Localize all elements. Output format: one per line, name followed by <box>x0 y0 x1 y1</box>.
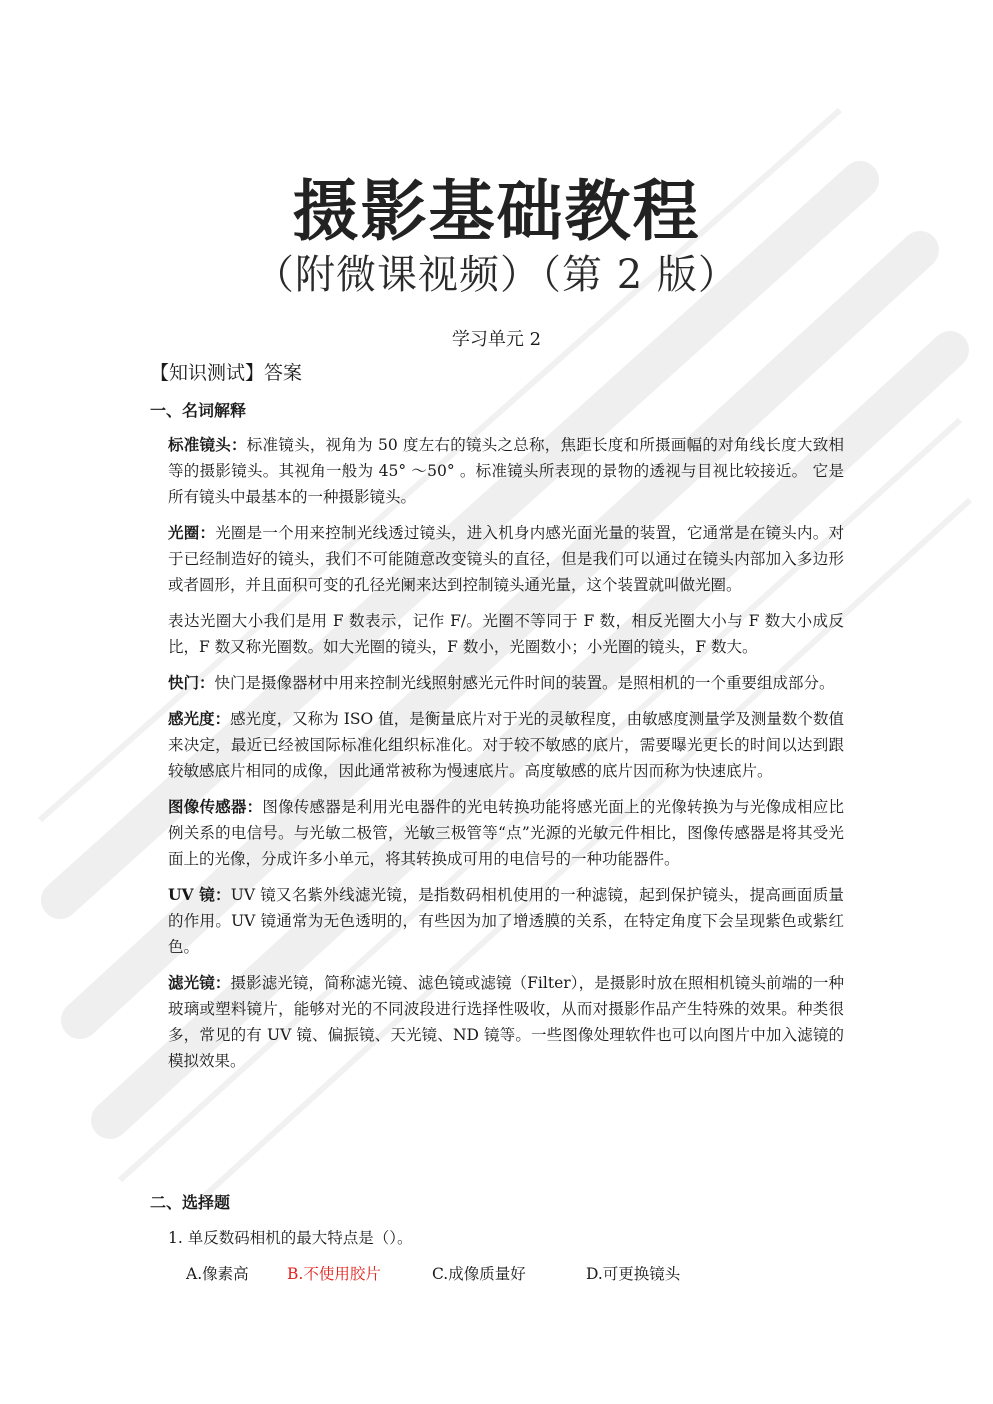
term-text: 感光度，又称为 ISO 值，是衡量底片对于光的灵敏程度，由敏感度测量学及测量数个数值来决定，最近已经被国际标准化组织标准化。对于较不敏感的底片，需要曝光更长的时间以达到跟较敏感底片相同的成像，因此通常被称为慢速底片。高度敏感的底片因而称为快速底片。 <box>168 710 844 780</box>
term-text: 光圈是一个用来控制光线透过镜头，进入机身内感光面光量的装置，它通常是在镜头内。对于已经制造好的镜头，我们不可能随意改变镜头的直径，但是我们可以通过在镜头内部加入多边形或者圆形，并且面积可变的孔径光阑来达到控制镜头通光量，这个装置就叫做光圈。 <box>168 524 844 594</box>
term-label: UV 镜： <box>168 885 231 904</box>
term-label: 光圈： <box>168 523 216 542</box>
book-title: 摄影基础教程 <box>292 172 701 250</box>
definition-filter <box>168 970 844 1074</box>
term-text: 摄影滤光镜，简称滤光镜、滤色镜或滤镜（Filter），是摄影时放在照相机镜头前端的一种玻璃或塑料镜片，能够对光的不同波段进行选择性吸收，从而对摄影作品产生特殊的效果。种类很多，常见的有 UV 镜、偏振镜、天光镜、ND 镜等。一些图像处理软件也可以向图片中加入滤镜的模拟效果。 <box>168 974 844 1070</box>
term-text: 表达光圈大小我们是用 F 数表示，记作 F/。光圈不等同于 F 数，相反光圈大小与 F 数大小成反比，F 数又称光圈数。如大光圈的镜头，F 数小，光圈数小；小光圈的镜头，F 数大。 <box>168 612 844 656</box>
option-d: D.可更换镜头 <box>586 1265 681 1283</box>
definition-shutter <box>168 670 844 696</box>
book-subtitle: （附微课视频）（第 2 版） <box>254 252 739 298</box>
definition-aperture <box>168 520 844 598</box>
option-a: A.像素高 <box>186 1265 249 1283</box>
term-label: 快门： <box>168 673 215 692</box>
option-b-correct: B.不使用胶片 <box>287 1265 381 1283</box>
definition-aperture-fnumber <box>168 608 844 660</box>
term-text: 标准镜头，视角为 50 度左右的镜头之总称，焦距长度和所摄画幅的对角线长度大致相等的摄影镜头。其视角一般为 45° ～50° 。标准镜头所表现的景物的透视与目视比较接近。 它是所有镜头中最基本的一种摄影镜头。 <box>168 436 844 506</box>
term-text: 图像传感器是利用光电器件的光电转换功能将感光面上的光像转换为与光像成相应比例关系的电信号。与光敏二极管，光敏三极管等“点”光源的光敏元件相比，图像传感器是将其受光面上的光像，分成许多小单元，将其转换成可用的电信号的一种功能器件。 <box>168 798 844 868</box>
definition-image-sensor <box>168 794 844 872</box>
definitions <box>168 432 844 1084</box>
term-label: 图像传感器： <box>168 797 263 816</box>
unit-title: 学习单元 2 <box>451 329 542 350</box>
definition-iso <box>168 706 844 784</box>
term-text: UV 镜又名紫外线滤光镜，是指数码相机使用的一种滤镜，起到保护镜头，提高画面质量的作用。UV 镜通常为无色透明的，有些因为加了增透膜的关系，在特定角度下会呈现紫色或紫红色。 <box>168 886 844 956</box>
term-label: 滤光镜： <box>168 973 231 992</box>
option-c: C.成像质量好 <box>432 1265 526 1283</box>
definition-uv-filter <box>168 882 844 960</box>
definition-standard-lens <box>168 432 844 510</box>
term-text: 快门是摄像器材中用来控制光线照射感光元件时间的装置。是照相机的一个重要组成部分。 <box>214 674 835 692</box>
part1-heading: 一、名词解释 <box>150 401 247 420</box>
question-1: 1. 单反数码相机的最大特点是（）。 <box>168 1229 413 1247</box>
term-label: 标准镜头： <box>168 435 247 454</box>
term-label: 感光度： <box>168 709 231 728</box>
section-heading: 【知识测试】答案 <box>150 362 303 384</box>
part2-heading: 二、选择题 <box>150 1193 231 1212</box>
